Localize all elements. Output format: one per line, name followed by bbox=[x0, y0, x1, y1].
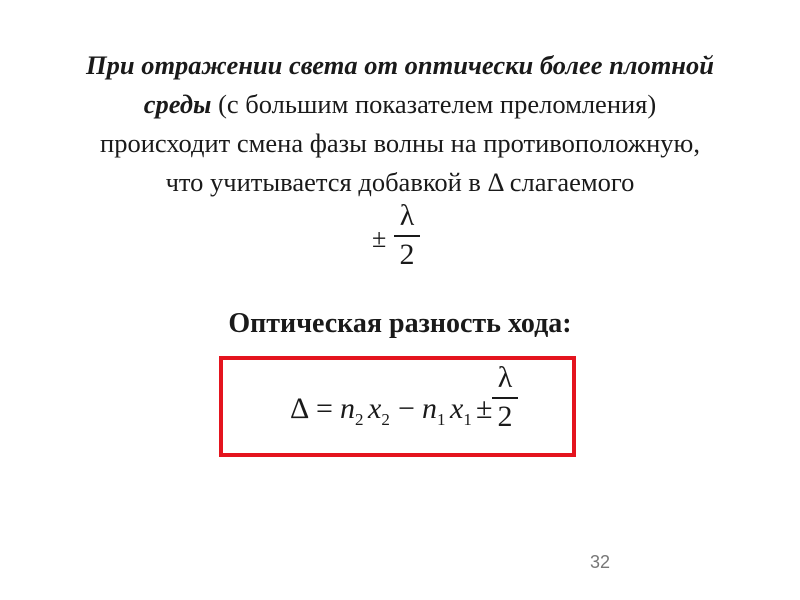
x2-subscript: 2 bbox=[381, 410, 390, 429]
formula-fraction-bar bbox=[492, 397, 518, 399]
emphasis-text-2: среды bbox=[143, 89, 212, 119]
fraction-denominator: 2 bbox=[399, 237, 415, 271]
path-difference-formula bbox=[290, 362, 550, 452]
formula-plus-minus: ± bbox=[476, 392, 493, 425]
formula-fraction-numerator: λ bbox=[497, 361, 513, 394]
lambda-over-two-fraction bbox=[394, 200, 420, 271]
x1-symbol: x bbox=[450, 392, 464, 425]
minus-sign: − bbox=[398, 392, 415, 425]
x1-subscript: 1 bbox=[463, 410, 472, 429]
x2-symbol: x bbox=[368, 392, 382, 425]
delta-symbol: Δ bbox=[290, 392, 310, 425]
section-heading: Оптическая разность хода: bbox=[228, 308, 572, 339]
formula-fraction bbox=[492, 362, 518, 433]
n2-symbol: n bbox=[340, 392, 355, 425]
term-n2 bbox=[340, 392, 364, 430]
n1-symbol: n bbox=[422, 392, 437, 425]
fraction-bar bbox=[394, 235, 420, 237]
page-number: 32 bbox=[589, 552, 611, 572]
paragraph-line-2 bbox=[20, 85, 780, 124]
equals-sign: = bbox=[316, 392, 333, 425]
formula-fraction-denominator: 2 bbox=[497, 399, 513, 433]
n1-subscript: 1 bbox=[437, 410, 446, 429]
plus-minus-sign: ± bbox=[372, 224, 387, 253]
term-n1 bbox=[422, 392, 446, 430]
half-wavelength-term bbox=[372, 200, 432, 280]
paragraph-line-1 bbox=[20, 46, 780, 85]
paragraph-line-3: происходит смена фазы волны на противоположную, bbox=[100, 128, 700, 158]
term-x1 bbox=[450, 392, 472, 430]
intro-paragraph bbox=[20, 46, 780, 202]
term-x2 bbox=[368, 392, 390, 430]
paragraph-line-4: что учитывается добавкой в Δ слагаемого bbox=[165, 167, 635, 197]
n2-subscript: 2 bbox=[355, 410, 364, 429]
fraction-numerator: λ bbox=[399, 199, 415, 232]
paragraph-text-2: (с большим показателем преломления) bbox=[211, 89, 657, 119]
emphasis-text-1: При отражении света от оптически более плотной bbox=[85, 50, 715, 80]
